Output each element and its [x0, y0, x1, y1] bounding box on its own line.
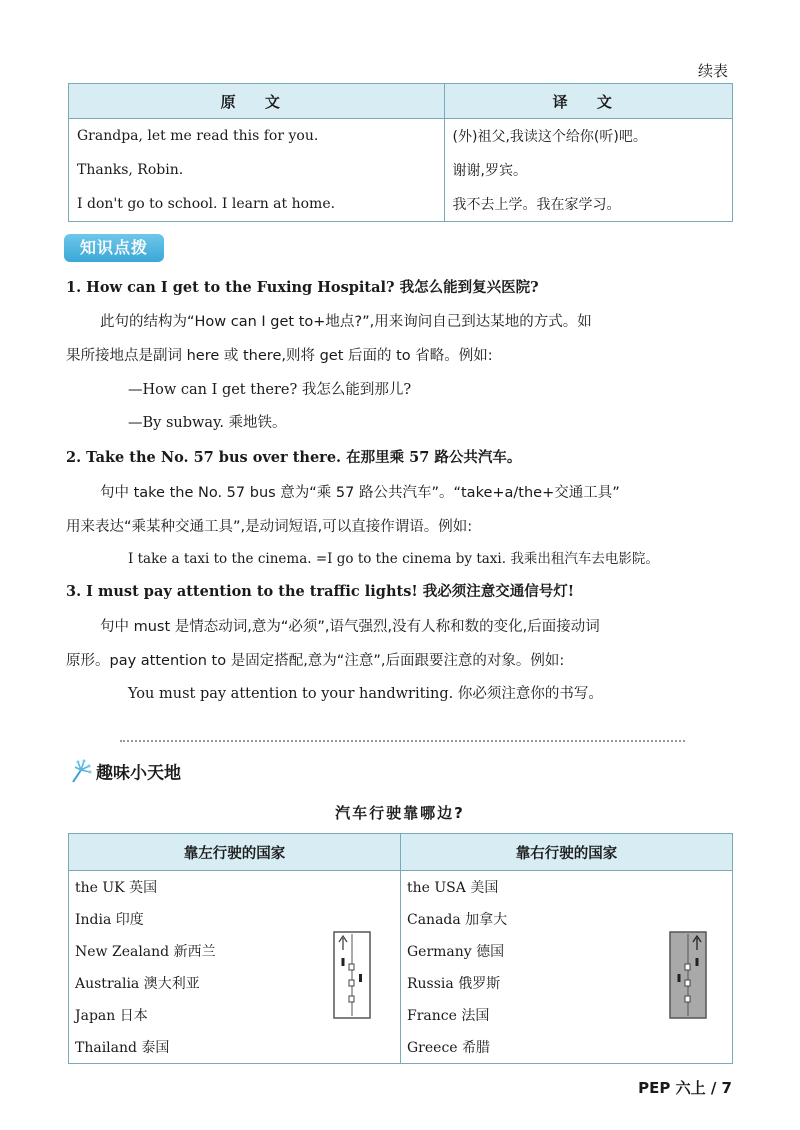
translation-cell: 我不去上学。我在家学习。: [444, 187, 732, 222]
table-row: [69, 903, 733, 935]
header-original: 原 文: [69, 84, 445, 119]
original-cell: I don't go to school. I learn at home.: [69, 187, 445, 222]
header-translation: 译 文: [444, 84, 732, 119]
point-3-line-1: 句中 must 是情态动词,意为“必须”,语气强烈,没有人称和数的变化,后面接动词: [100, 619, 600, 635]
table-row: [69, 1031, 733, 1064]
translation-table: [68, 83, 733, 222]
table-row: [69, 871, 733, 904]
right-country: Russia 俄罗斯: [401, 967, 733, 999]
right-country: France 法国: [401, 999, 733, 1031]
left-country: Thailand 泰国: [69, 1031, 401, 1064]
right-country: Germany 德国: [401, 935, 733, 967]
original-cell: Grandpa, let me read this for you.: [69, 119, 445, 154]
right-traffic-road-icon: [668, 930, 708, 1024]
right-country: Greece 希腊: [401, 1031, 733, 1064]
left-traffic-road-icon: [332, 930, 372, 1024]
header-drive-right: 靠右行驶的国家: [401, 834, 733, 871]
table-row: [69, 999, 733, 1031]
point-2-line-1: 句中 take the No. 57 bus 意为“乘 57 路公共汽车”。“take+a/the+交通工具”: [100, 485, 620, 501]
point-1-title: 1. How can I get to the Fuxing Hospital? 我怎么能到复兴医院?: [66, 279, 539, 296]
point-1-line-2: 果所接地点是副词 here 或 there,则将 get 后面的 to 省略。例如:: [66, 348, 493, 364]
table-row: [69, 935, 733, 967]
left-country: New Zealand 新西兰: [69, 935, 401, 967]
fun-subtitle: 汽车行驶靠哪边?: [335, 804, 465, 822]
translation-cell: 谢谢,罗宾。: [444, 153, 732, 187]
translation-cell: (外)祖父,我读这个给你(听)吧。: [444, 119, 732, 154]
table-row: [69, 119, 733, 154]
firework-icon: [70, 758, 92, 789]
left-country: Australia 澳大利亚: [69, 967, 401, 999]
table-row: [69, 187, 733, 222]
original-cell: Thanks, Robin.: [69, 153, 445, 187]
right-country: Canada 加拿大: [401, 903, 733, 935]
fun-title-text: 趣味小天地: [96, 763, 181, 784]
continued-label: 续表: [697, 62, 728, 80]
table-row: [69, 153, 733, 187]
left-country: Japan 日本: [69, 999, 401, 1031]
point-2-line-3: I take a taxi to the cinema. =I go to the cinema by taxi. 我乘出租汽车去电影院。: [128, 551, 659, 567]
header-drive-left: 靠左行驶的国家: [69, 834, 401, 871]
countries-table: [68, 833, 733, 1064]
left-country: India 印度: [69, 903, 401, 935]
table-row: [69, 967, 733, 999]
right-country: the USA 美国: [401, 871, 733, 904]
point-3-line-2: 原形。pay attention to 是固定搭配,意为“注意”,后面跟要注意的对象。例如:: [66, 653, 565, 669]
point-2-title: 2. Take the No. 57 bus over there. 在那里乘 57 路公共汽车。: [66, 449, 522, 466]
left-country: the UK 英国: [69, 871, 401, 904]
point-1-line-1: 此句的结构为“How can I get to+地点?”,用来询问自己到达某地的方式。如: [100, 314, 592, 330]
dotted-divider: [120, 740, 685, 742]
point-1-line-3: —How can I get there? 我怎么能到那儿?: [128, 382, 412, 398]
page-footer: PEP 六上 / 7: [638, 1079, 732, 1097]
point-2-line-2: 用来表达“乘某种交通工具”,是动词短语,可以直接作谓语。例如:: [66, 519, 473, 535]
point-3-line-3: You must pay attention to your handwriting. 你必须注意你的书写。: [128, 686, 603, 702]
point-1-line-4: —By subway. 乘地铁。: [128, 415, 287, 431]
point-3-title: 3. I must pay attention to the traffic lights! 我必须注意交通信号灯!: [66, 583, 575, 600]
fun-section-title: [70, 758, 181, 789]
section-badge: 知识点拨: [64, 234, 164, 262]
